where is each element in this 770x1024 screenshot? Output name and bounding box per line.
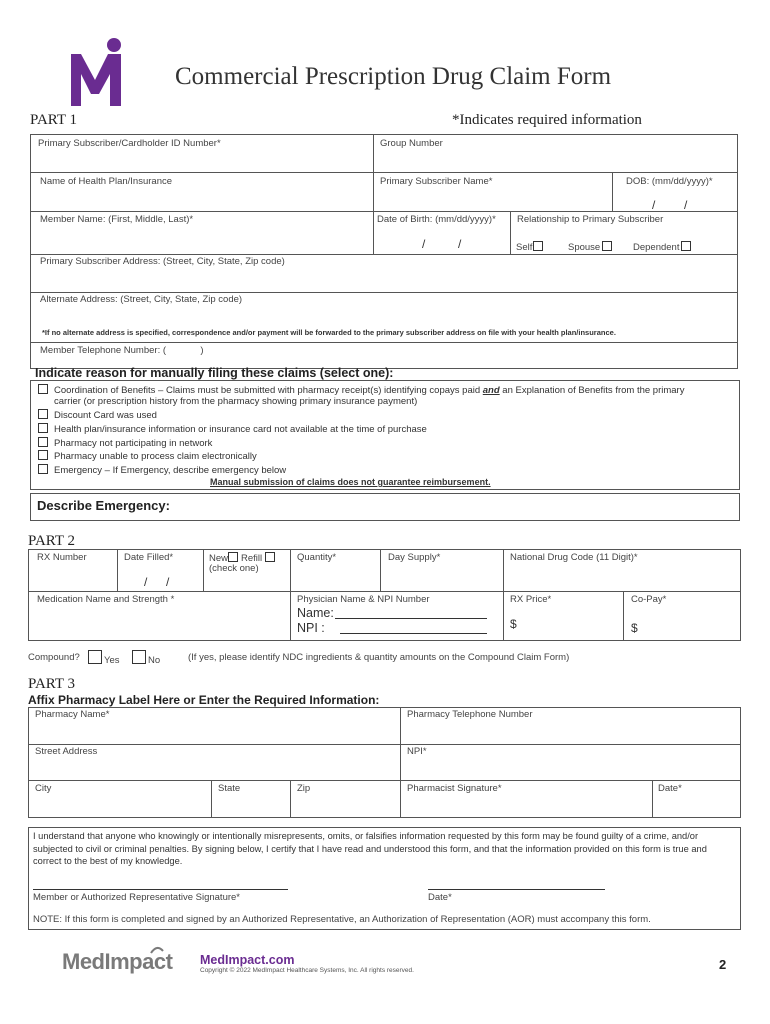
emergency-checkbox[interactable] — [38, 464, 48, 474]
copay-dollar: $ — [631, 621, 638, 635]
npi-label: NPI : — [297, 621, 325, 635]
new-checkbox[interactable] — [228, 552, 238, 562]
member-signature-label: Member or Authorized Representative Signature* — [33, 892, 241, 903]
pharmacist-date-field[interactable]: Date* — [658, 783, 682, 794]
copyright: Copyright © 2022 MedImpact Healthcare Systems, Inc. All rights reserved. — [200, 967, 414, 974]
reason-cannot-process[interactable]: Pharmacy unable to process claim electronically — [38, 450, 257, 462]
emergency-title: Describe Emergency: — [37, 498, 170, 513]
part2-heading: PART 2 — [28, 533, 76, 549]
alt-address-note: *If no alternate address is specified, correspondence and/or payment will be forwarded to the primary subscriber address on file with your health plan/insurance. — [42, 328, 616, 337]
page-number: 2 — [719, 957, 727, 972]
zip-field[interactable]: Zip — [297, 783, 311, 794]
affix-label-title: Affix Pharmacy Label Here or Enter the Required Information: — [28, 693, 380, 707]
discount-card-checkbox[interactable] — [38, 409, 48, 419]
out-of-network-checkbox[interactable] — [38, 437, 48, 447]
physician-name-line[interactable] — [335, 618, 487, 619]
rx-price-dollar: $ — [510, 617, 517, 631]
reason-out-of-network[interactable]: Pharmacy not participating in network — [38, 437, 212, 449]
rx-price-field[interactable]: RX Price* — [510, 594, 552, 605]
reason-cob-line2: carrier (or prescription history from the pharmacy showing primary insurance payment) — [54, 396, 418, 407]
group-number-field[interactable]: Group Number — [380, 138, 443, 149]
spouse-checkbox[interactable] — [602, 241, 612, 251]
relationship-dependent[interactable]: Dependent — [633, 241, 691, 253]
alt-address-field[interactable]: Alternate Address: (Street, City, State, Zip code) — [40, 294, 243, 305]
address-field[interactable]: Primary Subscriber Address: (Street, City, State, Zip code) — [40, 256, 285, 267]
aor-note: NOTE: If this form is completed and signed by an Authorized Representative, an Authorization of Representation (AOR) must accompany this form. — [33, 914, 651, 925]
check-one-note: (check one) — [209, 563, 259, 574]
compound-no-checkbox[interactable] — [132, 650, 146, 664]
physician-name-label: Name: — [297, 606, 334, 620]
relationship-label: Relationship to Primary Subscriber — [517, 214, 664, 225]
street-field[interactable]: Street Address — [35, 746, 98, 757]
reason-cob[interactable]: Coordination of Benefits – Claims must be submitted with pharmacy receipt(s) identifying copays paid and an Explanation of Benefits from the primary — [38, 384, 684, 396]
self-checkbox[interactable] — [533, 241, 543, 251]
subscriber-name-field[interactable]: Primary Subscriber Name* — [380, 176, 493, 187]
telephone-field[interactable]: Member Telephone Number: ( ) — [40, 345, 204, 356]
city-field[interactable]: City — [35, 783, 52, 794]
cannot-process-checkbox[interactable] — [38, 450, 48, 460]
quantity-field[interactable]: Quantity* — [297, 552, 337, 563]
brand-logo-mark — [68, 36, 124, 108]
physician-label: Physician Name & NPI Number — [297, 594, 430, 605]
member-dob-field[interactable]: Date of Birth: (mm/dd/yyyy)* — [377, 214, 496, 225]
npi-field[interactable]: NPI* — [407, 746, 427, 757]
reason-no-insurance-info[interactable]: Health plan/insurance information or insurance card not available at the time of purchase — [38, 423, 427, 435]
member-date-label: Date* — [428, 892, 452, 903]
part1-heading: PART 1 — [30, 112, 78, 128]
relationship-self[interactable]: Self — [516, 241, 543, 253]
pharmacy-name-field[interactable]: Pharmacy Name* — [35, 709, 110, 720]
compound-no[interactable]: No — [132, 650, 160, 666]
compound-note: (If yes, please identify NDC ingredients & quantity amounts on the Compound Claim Form) — [188, 652, 570, 663]
part3-heading: PART 3 — [28, 676, 76, 692]
pharmacist-signature-field[interactable]: Pharmacist Signature* — [407, 783, 502, 794]
required-note: *Indicates required information — [452, 112, 642, 128]
day-supply-field[interactable]: Day Supply* — [388, 552, 441, 563]
npi-line[interactable] — [340, 633, 487, 634]
pharmacy-phone-field[interactable]: Pharmacy Telephone Number — [407, 709, 533, 720]
no-insurance-info-checkbox[interactable] — [38, 423, 48, 433]
state-field[interactable]: State — [218, 783, 241, 794]
rx-number-field[interactable]: RX Number — [37, 552, 87, 563]
ndc-field[interactable]: National Drug Code (11 Digit)* — [510, 552, 638, 563]
form-title: Commercial Prescription Drug Claim Form — [175, 63, 612, 90]
subscriber-dob-field[interactable]: DOB: (mm/dd/yyyy)* — [626, 176, 713, 187]
copay-field[interactable]: Co-Pay* — [631, 594, 667, 605]
cardholder-id-field[interactable]: Primary Subscriber/Cardholder ID Number* — [38, 138, 221, 149]
medication-field[interactable]: Medication Name and Strength * — [37, 594, 175, 605]
member-date-line[interactable] — [428, 889, 605, 890]
reasons-title: Indicate reason for manually filing these claims (select one): — [35, 366, 394, 380]
dependent-checkbox[interactable] — [681, 241, 691, 251]
date-filled-field[interactable]: Date Filled* — [124, 552, 174, 563]
health-plan-field[interactable]: Name of Health Plan/Insurance — [40, 176, 173, 187]
compound-label: Compound? — [28, 652, 80, 663]
site-link[interactable]: MedImpact.com — [200, 953, 295, 967]
compound-yes[interactable]: Yes — [88, 650, 120, 666]
reason-discount-card[interactable]: Discount Card was used — [38, 409, 157, 421]
refill-checkbox[interactable] — [265, 552, 275, 562]
attestation-text: I understand that anyone who knowingly or intentionally misrepresents, omits, or falsifies information requested by this form may be found guilty of a crime, and/or subjected to civil or criminal penalties. By signing below, I certify that I have read and understood this form, and that the information provided on this form is true and correct to the best of my knowledge. — [33, 831, 707, 866]
member-name-field[interactable]: Member Name: (First, Middle, Last)* — [40, 214, 194, 225]
new-refill-field[interactable]: New Refill — [209, 552, 275, 564]
medimpact-footer-logo: MedImpact — [62, 949, 173, 974]
relationship-spouse[interactable]: Spouse — [568, 241, 612, 253]
compound-yes-checkbox[interactable] — [88, 650, 102, 664]
cob-checkbox[interactable] — [38, 384, 48, 394]
part3-box — [28, 707, 741, 818]
member-signature-line[interactable] — [33, 889, 288, 890]
reason-emergency[interactable]: Emergency – If Emergency, describe emergency below — [38, 464, 286, 476]
reimbursement-disclaimer: Manual submission of claims does not guarantee reimbursement. — [210, 477, 491, 487]
